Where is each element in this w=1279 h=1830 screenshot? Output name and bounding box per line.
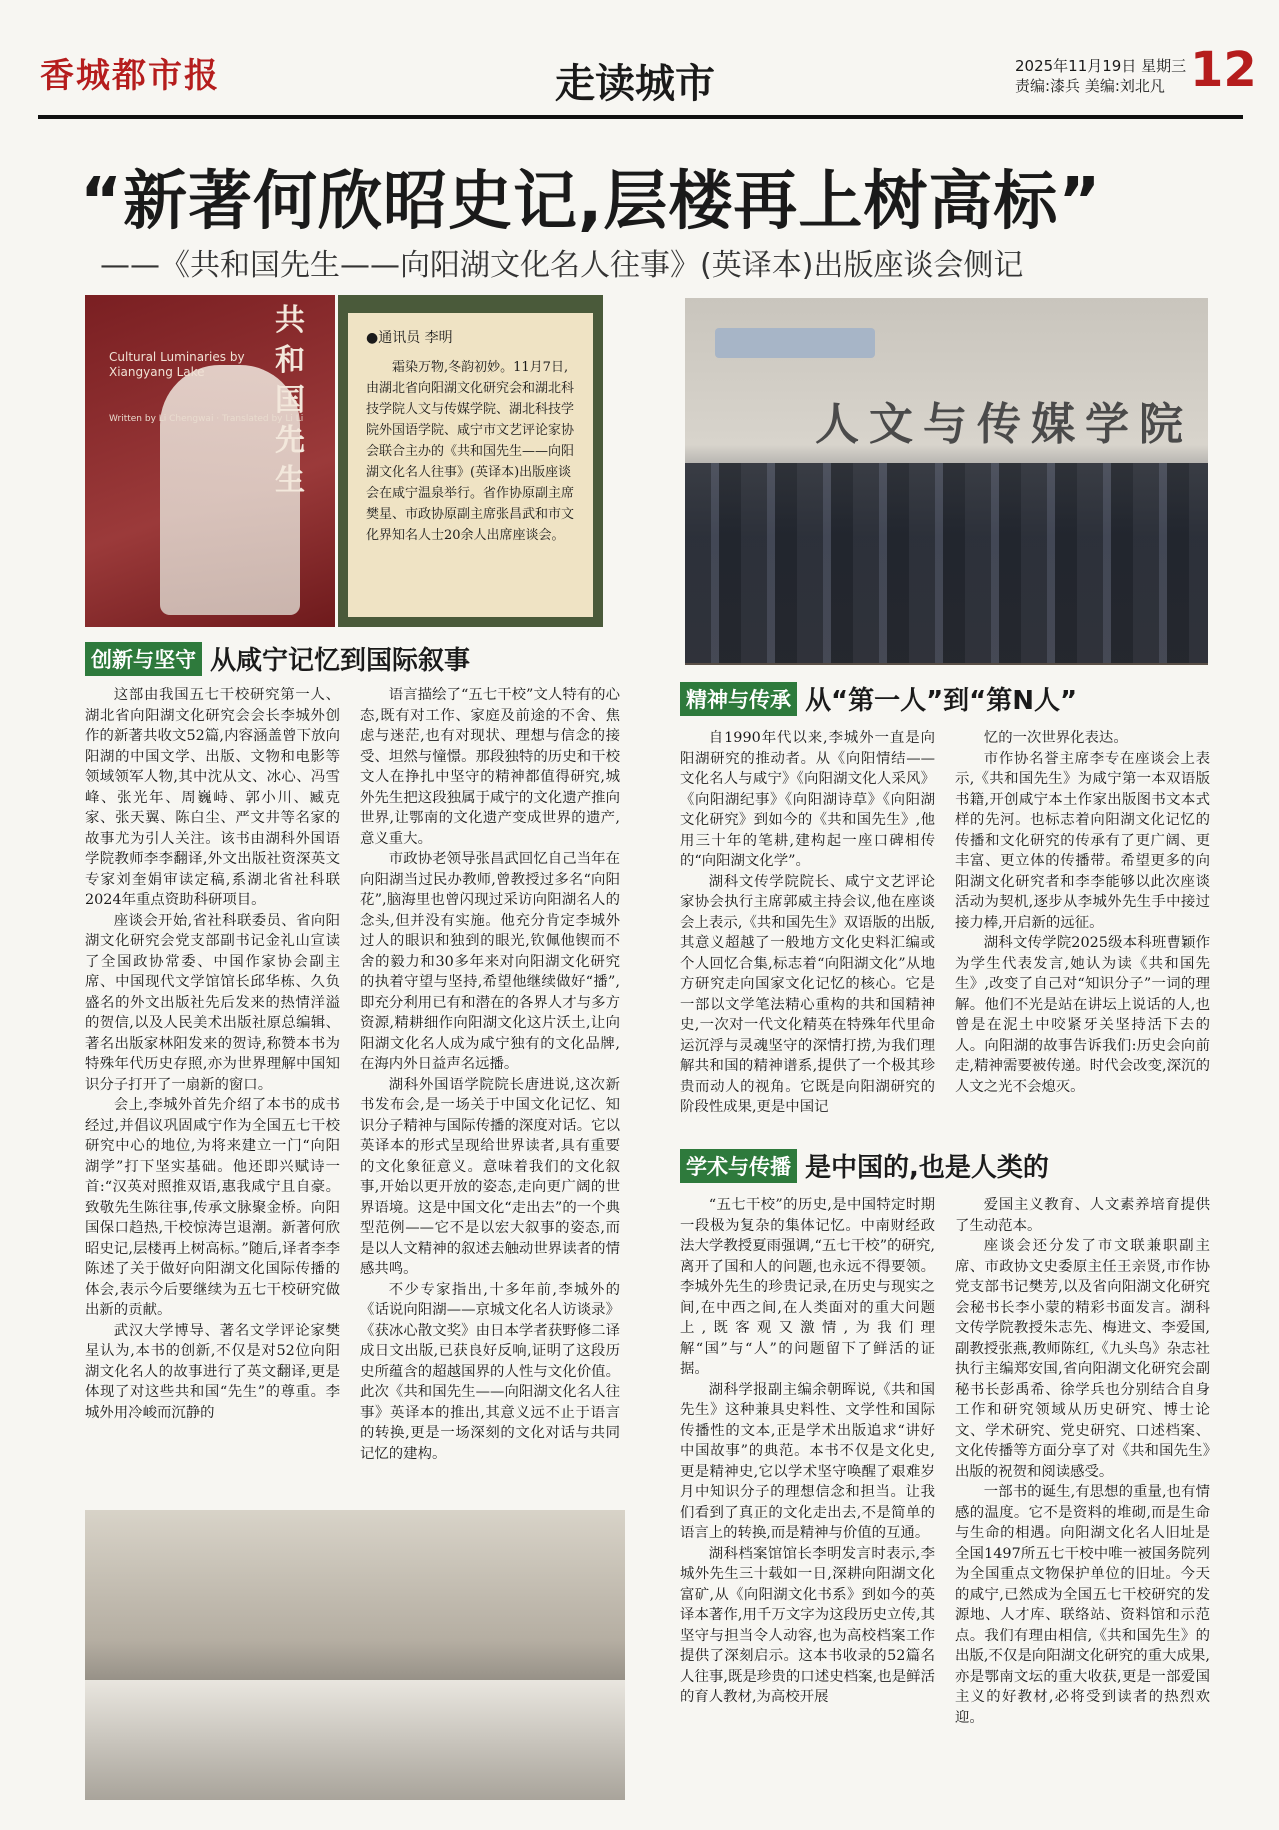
paragraph: 湖科外国语学院院长唐进说,这次新书发布会,是一场关于中国文化记忆、知识分子精神与国际传播的深度对话。它以英译本的形式呈现给世界读者,具有重要的文化象征意义。意味着我们的文化叙事,开始以更开放的姿态,走向更广阔的世界语境。这是中国文化“走出去”的一个典型范例——它不是以宏大叙事的姿态,而是以人文精神的叙述去触动世界读者的情感共鸣。 (360, 1076, 620, 1277)
intro-box-inner (348, 313, 593, 617)
wall-lettering: 人文与传媒学院 (815, 399, 1193, 450)
meeting-photo (85, 1510, 625, 1800)
paragraph: 一部书的诞生,有思想的重量,也有情感的温度。它不是资料的堆砌,而是生命与生命的相遇。向阳湖文化名人旧址是全国1497所五七干校中唯一被国务院列为全国重点文物保护单位的旧址。今天的咸宁,已然成为全国五七干校研究的发源地、人才库、联络站、资料馆和示范点。我们有理由相信,《共和国先生》的出版,不仅是向阳湖文化研究的重大成果,亦是鄂南文坛的重大收获,更是一部爱国主义的好教材,必将受到读者的热烈欢迎。 (955, 1484, 1210, 1726)
paragraph: 会上,李城外首先介绍了本书的成书经过,并倡议巩固咸宁作为全国五七干校研究中心的地位,为将来建立一门“向阳湖学”打下坚实基础。他还即兴赋诗一首:“汉英对照推双语,惠我咸宁且自豪。致敬先生陈往事,传承文脉聚金桥。向阳国保口趋热,干校惊涛岂退潮。新著何欣昭史记,层楼再上树高标。”随后,译者李李陈述了关于做好向阳湖文化国际传播的体会,表示今后要继续为五七干校研究做出新的贡献。 (85, 1097, 340, 1318)
column-6 (955, 1195, 1210, 1805)
subheadline: ——《共和国先生——向阳湖文化名人往事》(英译本)出版座谈会侧记 (100, 248, 1024, 283)
section-title: 走读城市 (555, 61, 715, 107)
date: 2025年11月19日 星期三 (1015, 57, 1187, 75)
column-2 (360, 685, 620, 1495)
paragraph: 市政协老领导张昌武回忆自己当年在向阳湖当过民办教师,曾教授过多名“向阳花”,脑海里也曾闪现过采访向阳湖名人的念头,但并没有实施。他充分肯定李城外过人的眼识和独到的眼光,钦佩他锲而不舍的毅力和30多年来对向阳湖文化研究的执着守望与坚持,希望他继续做好“播”,即充分利用已有和潜在的各界人才与多方资源,精耕细作向阳湖文化这片沃土,让向阳湖文化名人成为咸宁独有的文化品牌,在海内外日益声名远播。 (360, 851, 620, 1072)
paragraph: 爱国主义教育、人文素养培育提供了生动范本。 (955, 1197, 1210, 1234)
headline: “新著何欣昭史记,层楼再上树高标” (80, 165, 1102, 239)
book-credits: Written by Li Chengwai · Translated by Li Li (109, 414, 304, 424)
conference-table (85, 1680, 625, 1800)
masthead: 香城都市报 (40, 56, 220, 96)
section-heading-3 (680, 1147, 1049, 1184)
paragraph: 自1990年代以来,李城外一直是向阳湖研究的推动者。从《向阳情结——文化名人与咸宁》《向阳湖文化人采风》《向阳湖纪事》《向阳湖诗草》《向阳湖文化研究》到如今的《共和国先生》,他用三十年的笔耕,建构起一座口碑相传的“向阳湖文化学”。 (680, 730, 935, 869)
section-tag: 精神与传承 (680, 682, 797, 716)
section-tag: 创新与坚守 (85, 642, 202, 676)
paragraph: 武汉大学博导、著名文学评论家樊星认为,本书的创新,不仅是对52位向阳湖文化名人的故事进行了英文翻译,更是体现了对这些共和国“先生”的尊重。李城外用冷峻而沉静的 (85, 1322, 340, 1421)
editors: 责编:漆兵 美编:刘北凡 (1015, 77, 1165, 95)
paragraph: 市作协名誉主席李专在座谈会上表示,《共和国先生》为咸宁第一本双语版书籍,开创咸宁本土作家出版图书文本式样的先河。也标志着向阳湖文化记忆的传播和文化研究的传承有了更广阔、更丰富、更立体的传播带。希望更多的向阳湖文化研究者和李李能够以此次座谈活动为契机,逐步从李城外先生手中接过接力棒,开启新的远征。 (955, 750, 1210, 931)
page-number: 12 (1190, 42, 1257, 98)
book-title: 共和国先生 (275, 303, 305, 498)
column-1 (85, 685, 340, 1495)
intro-text: 霜染万物,冬韵初妙。11月7日,由湖北省向阳湖文化研究会和湖北科技学院人文与传媒学院、湖北科技学院外国语学院、咸宁市文艺评论家协会联合主办的《共和国先生——向阳湖文化名人往事》(英译本)出版座谈会在咸宁温泉举行。省作协原副主席樊星、市政协原副主席张昌武和市文化界知名人士20余人出席座谈会。 (366, 360, 575, 543)
column-3 (680, 728, 935, 1138)
paragraph: 不少专家指出,十多年前,李城外的《话说向阳湖——京城文化名人访谈录》《获冰心散文奖》由日本学者获野修二译成日文出版,已获良好反响,证明了这段历史所蕴含的超越国界的人性与文化价值。此次《共和国先生——向阳湖文化名人往事》英译本的推出,其意义远不止于语言的转换,更是一场深刻的文化对话与共同记忆的建构。 (360, 1281, 620, 1462)
dateline (1015, 56, 1186, 96)
attendees (685, 463, 1208, 663)
paragraph: “五七干校”的历史,是中国特定时期一段极为复杂的集体记忆。中南财经政法大学教授夏雨强调,“五七干校”的研究,离开了国和人的问题,也永远不得要领。李城外先生的珍贵记录,在历史与现实之间,在中西之间,在人类面对的重大问题上,既客观又激情,为我们理解“国”与“人”的问题留下了鲜活的证据。 (680, 1197, 935, 1377)
paragraph: 座谈会还分发了市文联兼职副主席、市政协文史委原主任王亲贤,市作协党支部书记樊芳,以及省向阳湖文化研究会秘书长李小蒙的精彩书面发言。湖科文传学院教授朱志先、梅进文、李爱国,副教授张燕,教师陈红,《九头鸟》杂志社执行主编郑安国,省向阳湖文化研究会副秘书长彭禹希、徐学兵也分别结合自身工作和研究领域从历史研究、博士论文、学术研究、党史研究、口述档案、文化传播等方面分享了对《共和国先生》出版的祝贺和阅读感受。 (955, 1238, 1210, 1480)
book-cover-photo (85, 295, 335, 627)
paragraph: 座谈会开始,省社科联委员、省向阳湖文化研究会党支部副书记金礼山宣读了全国政协常委、中国作家协会副主席、中国现代文学馆馆长邱华栋、久负盛名的外文出版社先后发来的热情洋溢的贺信,以及人民美术出版社原总编辑、著名出版家林阳发来的贺诗,称赞本书为特殊年代历史存照,亦为世界理解中国知识分子打开了一扇新的窗口。 (85, 912, 340, 1093)
paragraph: 湖科文传学院院长、咸宁文艺评论家协会执行主席郭威主持会议,他在座谈会上表示,《共和国先生》双语版的出版,其意义超越了一般地方文化史料汇编或个人回忆合集,标志着“向阳湖文化”从地方研究走向国家文化记忆的核心。它是一部以文学笔法精心重构的共和国精神史,一次对一代文化精英在特殊年代里命运沉浮与灵魂坚守的深情打捞,为我们理解共和国的精神谱系,提供了一个极其珍贵而动人的视角。它既是向阳湖研究的阶段性成果,更是中国记 (680, 873, 935, 1115)
paragraph: 忆的一次世界化表达。 (983, 730, 1128, 746)
paragraph: 湖科档案馆馆长李明发言时表示,李城外先生三十载如一日,深耕向阳湖文化富矿,从《向阳湖文化书系》到如今的英译本著作,用千万文字为这段历史立传,其坚守与担当令人动容,也为高校档案工作提供了深刻启示。这本书收录的52篇名人往事,既是珍贵的口述史档案,也是鲜活的育人教材,为高校开展 (680, 1545, 935, 1705)
section-title: 从“第一人”到“第N人” (805, 686, 1078, 716)
paragraph: 湖科学报副主编余朝晖说,《共和国先生》这种兼具史料性、文学性和国际传播性的文本,正是学术出版追求“讲好中国故事”的典范。本书不仅是文化史,更是精神史,它以学术坚守唤醒了艰难岁月中知识分子的理想信念和担当。让我们看到了真正的文化走出去,不是简单的语言上的转换,而是精神与价值的互通。 (680, 1381, 935, 1541)
paragraph: 湖科文传学院2025级本科班曹颖作为学生代表发言,她认为读《共和国先生》,改变了自己对“知识分子”一词的理解。他们不光是站在讲坛上说话的人,也曾是在泥土中咬紧牙关坚持活下去的人。向阳湖的故事告诉我们:历史会向前走,精神需要被传递。时代会改变,深沉的人文之光不会熄灭。 (955, 935, 1210, 1095)
group-photo (685, 298, 1208, 665)
section-tag: 学术与传播 (680, 1149, 797, 1183)
section-heading-2 (680, 680, 1077, 717)
column-5 (680, 1195, 935, 1805)
byline: ●通讯员 李明 (366, 330, 453, 346)
intro-box (338, 295, 603, 627)
book-english-title: Cultural Luminaries by Xiangyang Lake (109, 350, 245, 379)
column-4 (955, 728, 1210, 1138)
paragraph: 语言描绘了“五七干校”文人特有的心态,既有对工作、家庭及前途的不舍、焦虑与迷茫,也有对现状、理想与信念的接受、坦然与憧憬。那段独特的历史和干校文人在挣扎中坚守的精神都值得研究,城外先生把这段独属于咸宁的文化遗产推向世界,让鄂南的文化遗产变成世界的遗产,意义重大。 (360, 687, 620, 847)
wall-banner (715, 328, 875, 358)
header-rule (38, 115, 1243, 119)
paragraph: 这部由我国五七干校研究第一人、湖北省向阳湖文化研究会会长李城外创作的新著共收文52篇,内容涵盖曾下放向阳湖的中国文学、出版、文物和电影等领域领军人物,其中沈从文、冰心、冯雪峰、张光年、周巍峙、郭小川、臧克家、张天翼、陈白尘、严文井等名家的故事尤为引人关注。该书由湖科外国语学院教师李李翻译,外文出版社资深英文专家刘奎娟审读定稿,系湖北省社科联2024年重点资助科研项目。 (85, 687, 340, 908)
section-heading-1 (85, 640, 470, 677)
section-title: 是中国的,也是人类的 (805, 1153, 1049, 1183)
section-title: 从咸宁记忆到国际叙事 (210, 646, 471, 676)
